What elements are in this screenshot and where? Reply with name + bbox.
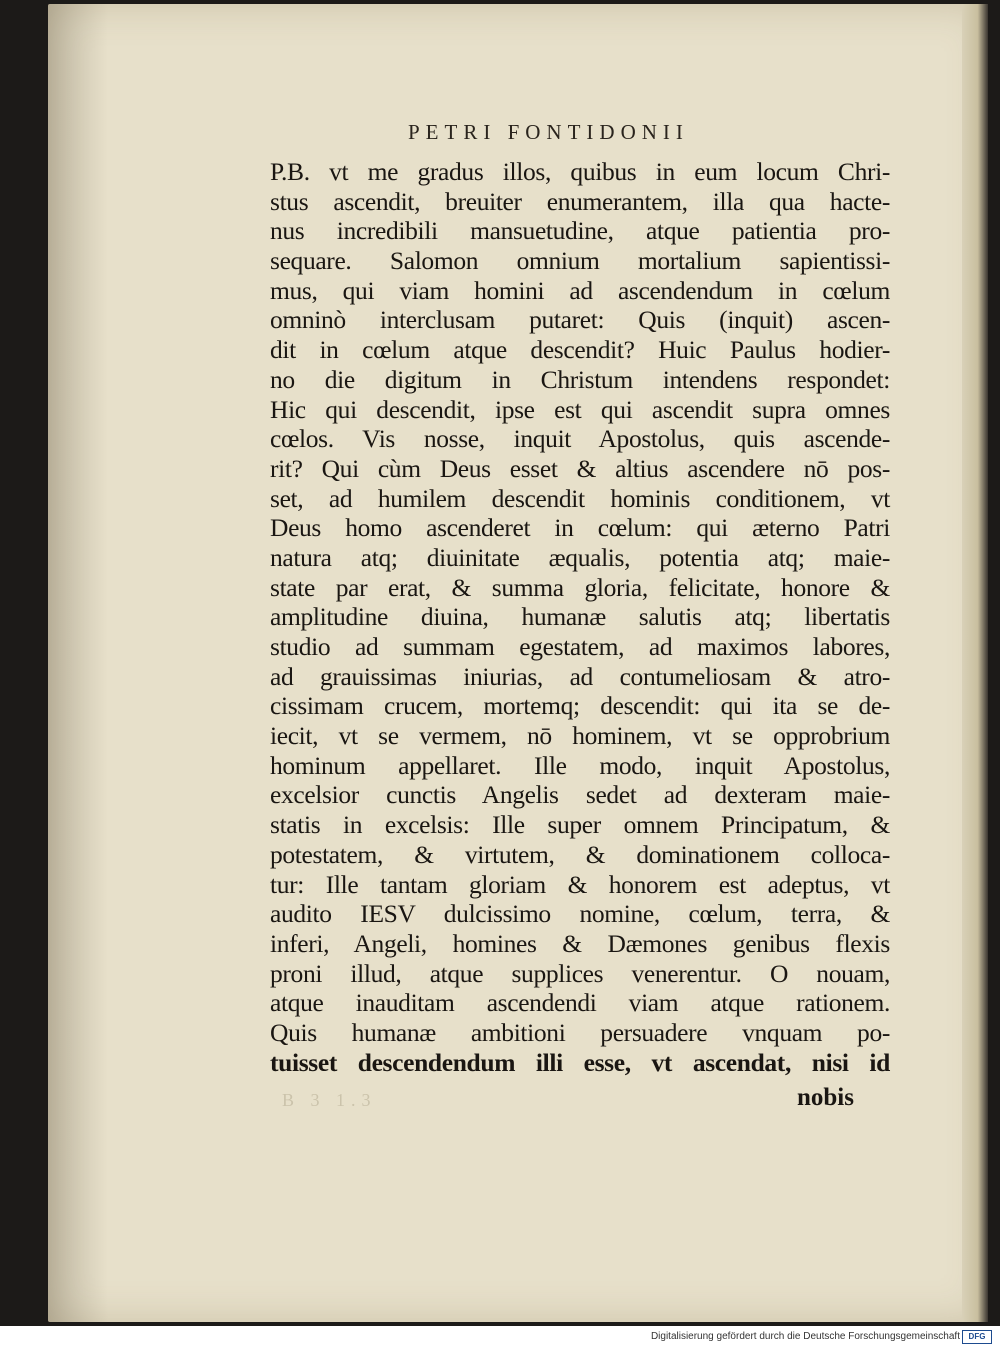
text-line: audito IESV dulcissimo nomine, cœlum, terra, &	[270, 899, 890, 929]
text-line: natura atq; diuinitate æqualis, potentia atq; maie-	[270, 542, 890, 572]
text-line: cissimam crucem, mortemq; descendit: qui ita se de-	[270, 691, 890, 721]
text-line: no die digitum in Christum intendens respondet:	[270, 364, 890, 394]
text-line: studio ad summam egestatem, ad maximos labores,	[270, 632, 890, 661]
text-line: dit in cœlum atque descendit? Huic Paulus hodier-	[270, 335, 890, 365]
text-line: iecit, vt se vermem, nō hominem, vt se opprobrium	[270, 721, 890, 751]
body-text	[270, 157, 890, 1077]
text-line: cœlos. Vis nosse, inquit Apostolus, quis ascende-	[270, 424, 890, 454]
text-line: stus ascendit, breuiter enumerantem, illa qua hacte-	[270, 186, 890, 216]
text-line: tuisset descendendum illi esse, vt ascendat, nisi id	[270, 1047, 890, 1077]
text-line: Hic qui descendit, ipse est qui ascendit supra omnes	[270, 394, 890, 424]
catchword: nobis	[797, 1084, 854, 1111]
text-line: nus incredibili mansuetudine, atque patientia pro-	[270, 216, 890, 246]
text-line: atque inauditam ascendendi viam atque rationem.	[270, 988, 890, 1018]
text-line: excelsior cunctis Angelis sedet ad dexteram maie-	[270, 780, 890, 810]
text-line: potestatem, & virtutem, & dominationem colloca-	[270, 839, 890, 869]
text-line: P.B. vt me gradus illos, quibus in eum locum Chri-	[270, 157, 890, 186]
text-line: sequare. Salomon omnium mortalium sapientissi-	[270, 246, 890, 276]
text-line: amplitudine diuina, humanæ salutis atq; libertatis	[270, 602, 890, 632]
text-line: Deus homo ascenderet in cœlum: qui æterno Patri	[270, 513, 890, 543]
text-line: ad grauissimas iniurias, ad contumeliosam & atro-	[270, 661, 890, 691]
text-line: statis in excelsis: Ille super omnem Principatum, &	[270, 810, 890, 840]
text-line: rit? Qui cùm Deus esset & altius ascendere nō pos-	[270, 453, 890, 483]
text-line: Quis humanæ ambitioni persuadere vnquam po-	[270, 1017, 890, 1047]
dfg-logo: DFG	[962, 1330, 992, 1344]
text-line: omninò interclusam putaret: Quis (inquit) ascen-	[270, 305, 890, 335]
text-line: hominum appellaret. Ille modo, inquit Apostolus,	[270, 750, 890, 780]
show-through-signature: B 3 1.3	[282, 1090, 377, 1110]
page-gutter-shadow	[48, 4, 108, 1322]
funding-credit: Digitalisierung gefördert durch die Deutsche Forschungsgemeinschaft	[650, 1331, 960, 1342]
text-line: tur: Ille tantam gloriam & honorem est adeptus, vt	[270, 869, 890, 899]
text-line: proni illud, atque supplices venerentur. O nouam,	[270, 958, 890, 988]
text-line: inferi, Angeli, homines & Dæmones genibus flexis	[270, 928, 890, 958]
page-edge	[962, 4, 988, 1322]
running-head: PETRI FONTIDONII	[408, 120, 689, 144]
text-line: mus, qui viam homini ad ascendendum in cœlum	[270, 275, 890, 305]
text-line: state par erat, & summa gloria, felicitate, honore &	[270, 572, 890, 602]
text-line: set, ad humilem descendit hominis conditionem, vt	[270, 483, 890, 513]
